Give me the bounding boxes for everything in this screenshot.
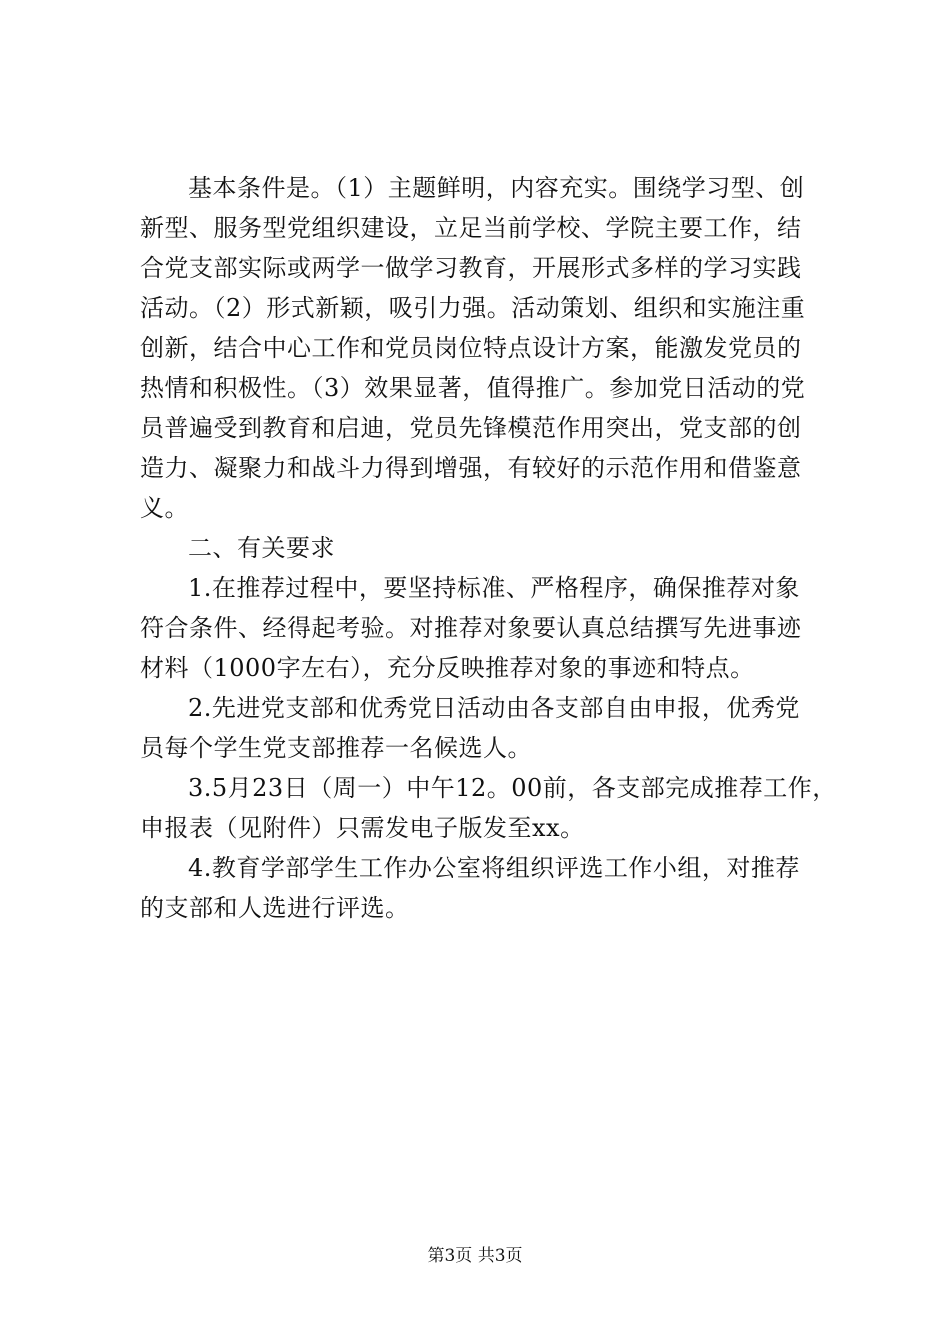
requirement-item-2-line: 2.先进党支部和优秀党日活动由各支部自由申报，优秀党 <box>188 694 800 722</box>
requirement-item-3-line: 申报表（见附件）只需发电子版发至xx。 <box>140 814 585 842</box>
page-number-label: 第3页 共3页 <box>427 1246 523 1266</box>
paragraph-basic-conditions-line: 热情和积极性。（3）效果显著，值得推广。参加党日活动的党 <box>140 374 806 402</box>
paragraph-basic-conditions-line: 创新，结合中心工作和党员岗位特点设计方案，能激发党员的 <box>140 334 802 362</box>
requirement-item-1-line: 1.在推荐过程中，要坚持标准、严格程序，确保推荐对象 <box>188 574 800 602</box>
requirement-item-1-line: 符合条件、经得起考验。对推荐对象要认真总结撰写先进事迹 <box>140 614 802 642</box>
paragraph-basic-conditions-line: 员普遍受到教育和启迪，党员先锋模范作用突出，党支部的创 <box>140 414 802 442</box>
requirement-item-1-line: 材料（1000字左右），充分反映推荐对象的事迹和特点。 <box>140 654 755 682</box>
paragraph-basic-conditions-line: 活动。（2）形式新颖，吸引力强。活动策划、组织和实施注重 <box>140 294 806 322</box>
paragraph-basic-conditions-line: 造力、凝聚力和战斗力得到增强，有较好的示范作用和借鉴意 <box>140 454 802 482</box>
paragraph-basic-conditions-line: 基本条件是。（1）主题鲜明，内容充实。围绕学习型、创 <box>188 174 805 202</box>
requirement-item-2-line: 员每个学生党支部推荐一名候选人。 <box>140 734 532 762</box>
document-body <box>140 168 840 928</box>
page-footer <box>0 1244 950 1268</box>
paragraph-basic-conditions-line: 新型、服务型党组织建设，立足当前学校、学院主要工作，结 <box>140 214 802 242</box>
requirement-item-3-line: 3.5月23日（周一）中午12。00前，各支部完成推荐工作， <box>188 774 837 802</box>
paragraph-basic-conditions-line: 合党支部实际或两学一做学习教育，开展形式多样的学习实践 <box>140 254 802 282</box>
requirement-item-4-line: 的支部和人选进行评选。 <box>140 894 410 922</box>
paragraph-basic-conditions-line: 义。 <box>140 494 189 522</box>
section-heading-requirements: 二、有关要求 <box>188 534 335 562</box>
requirement-item-4-line: 4.教育学部学生工作办公室将组织评选工作小组，对推荐 <box>188 854 800 882</box>
